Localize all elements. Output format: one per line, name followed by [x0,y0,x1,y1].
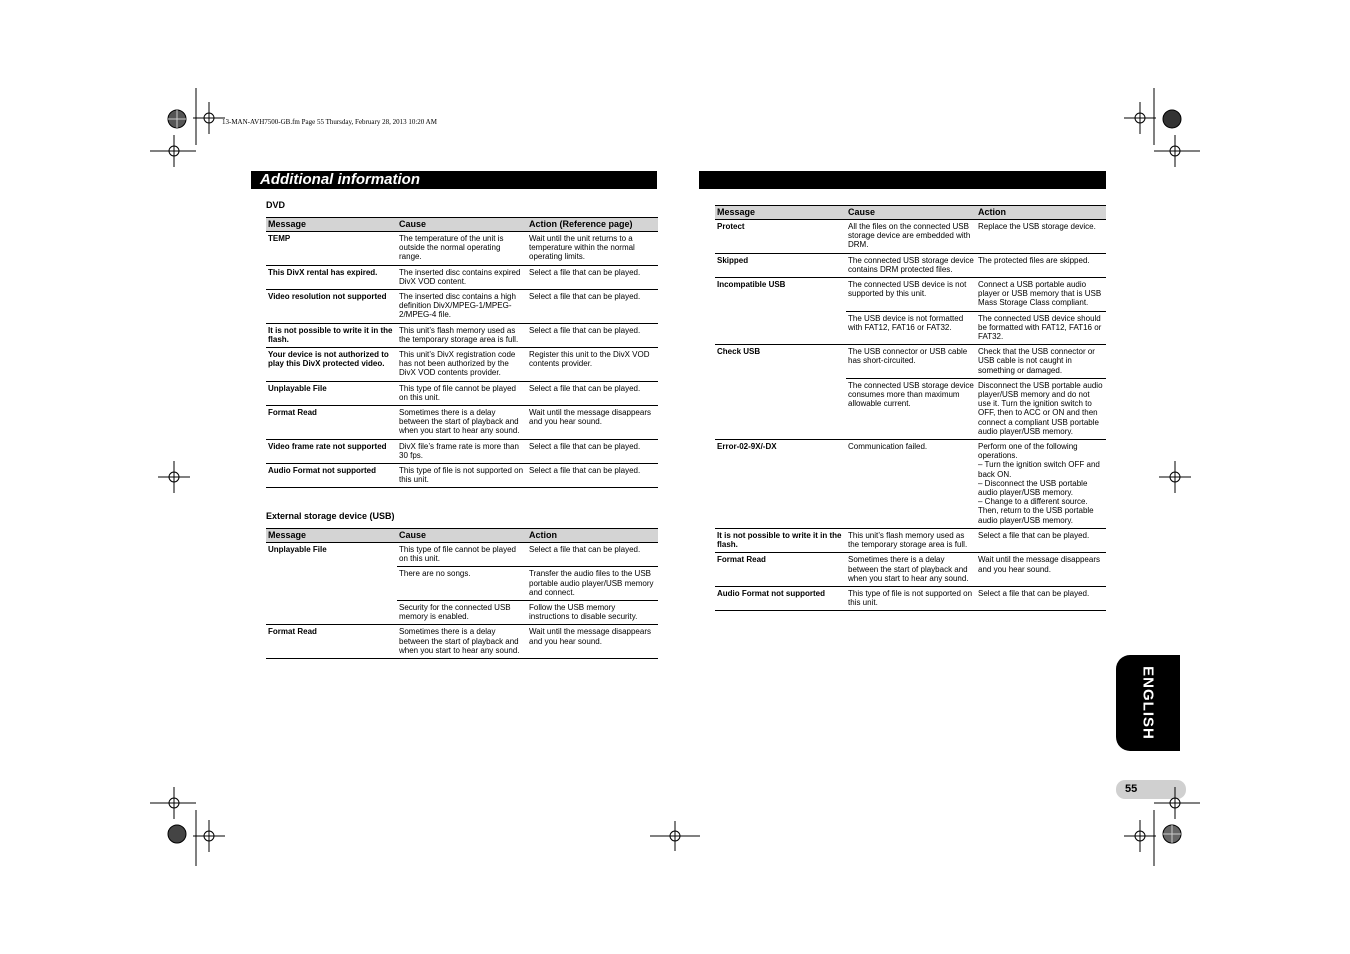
action-cell: Select a file that can be played. [527,464,658,488]
cause-cell: This unit’s DivX registration code has not been authorized by the DivX VOD contents provider. [397,348,527,382]
cause-cell: This type of file is not supported on this unit. [846,586,976,610]
column-header: Action (Reference page) [527,218,658,232]
action-cell: Wait until the message disappears and you hear sound. [976,553,1106,587]
color-bar-disc-icon [168,825,186,843]
column-header: Message [266,529,397,543]
message-cell: Format Read [266,406,397,440]
cause-cell: This type of file cannot be played on this unit. [397,381,527,405]
action-cell: Select a file that can be played. [527,323,658,347]
message-cell: It is not possible to write it in the flash. [266,323,397,347]
cause-cell: The connected USB device is not supported by this unit. [846,278,976,312]
cause-cell: The inserted disc contains a high definition DivX/MPEG-1/MPEG-2/MPEG-4 file. [397,290,527,324]
message-cell: Audio Format not supported [266,464,397,488]
registration-target-icon [193,102,225,134]
action-cell: Replace the USB storage device. [976,220,1106,254]
cause-cell: This unit’s flash memory used as the temporary storage area is full. [846,528,976,552]
registration-target-icon [158,787,190,819]
cause-cell: Communication failed. [846,440,976,529]
action-cell: Select a file that can be played. [527,290,658,324]
column-header: Message [715,206,846,220]
action-cell: Check that the USB connector or USB cable is not caught in something or damaged. [976,345,1106,379]
action-cell: The connected USB device should be formatted with FAT12, FAT16 or FAT32. [976,311,1106,345]
cause-cell: Security for the connected USB memory is enabled. [397,601,527,625]
message-cell: Format Read [266,625,397,659]
message-cell: Protect [715,220,846,254]
cause-cell: All the files on the connected USB storage device are embedded with DRM. [846,220,976,254]
cause-cell: Sometimes there is a delay between the start of playback and when you start to hear any sound. [397,625,527,659]
column-header: Action [976,206,1106,220]
action-cell: Wait until the message disappears and you hear sound. [527,625,658,659]
message-cell: Unplayable File [266,381,397,405]
registration-target-icon [193,820,225,852]
message-cell: Video resolution not supported [266,290,397,324]
message-cell: Video frame rate not supported [266,439,397,463]
column-header: Cause [397,529,527,543]
cause-cell: The inserted disc contains expired DivX VOD content. [397,265,527,289]
registration-target-icon [650,821,700,851]
message-cell: Skipped [715,253,846,277]
action-cell: Select a file that can be played. [527,381,658,405]
message-cell: Check USB [715,345,846,440]
color-bar-disc-icon [168,110,186,128]
cause-cell: The connected USB storage device consumes more than maximum allowable current. [846,378,976,439]
column-header: Message [266,218,397,232]
registration-target-icon [1124,102,1156,134]
section-title: Additional information [260,171,420,188]
cause-cell: This unit’s flash memory used as the temporary storage area is full. [397,323,527,347]
cause-cell: This type of file cannot be played on this unit. [397,543,527,567]
action-cell: Wait until the unit returns to a temperature within the normal operating limits. [527,232,658,266]
dvd-heading: DVD [266,200,286,210]
cause-cell: The USB device is not formatted with FAT12, FAT16 or FAT32. [846,311,976,345]
message-cell: Unplayable File [266,543,397,625]
message-cell: Incompatible USB [715,278,846,345]
cause-cell: Sometimes there is a delay between the start of playback and when you start to hear any sound. [397,406,527,440]
message-cell: Error-02-9X/-DX [715,440,846,529]
file-header: 13-MAN-AVH7500-GB.fm Page 55 Thursday, February 28, 2013 10:20 AM [222,118,437,126]
action-cell: Select a file that can be played. [976,528,1106,552]
action-cell: Select a file that can be played. [527,543,658,567]
message-cell: Format Read [715,553,846,587]
cause-cell: Sometimes there is a delay between the start of playback and when you start to hear any sound. [846,553,976,587]
cause-cell: The connected USB storage device contains DRM protected files. [846,253,976,277]
action-cell: Perform one of the following operations. – Turn the ignition switch OFF and back ON. – Disconnect the USB portable audio player/USB memory. – Change to a different source. Then, return to the USB portable audio player/USB memory. [976,440,1106,529]
column-header: Cause [397,218,527,232]
action-cell: The protected files are skipped. [976,253,1106,277]
registration-target-icon [158,135,190,167]
registration-target-icon [158,461,190,493]
column-header: Cause [846,206,976,220]
action-cell: Transfer the audio files to the USB portable audio player/USB memory and connect. [527,567,658,601]
page-number: 55 [1116,780,1186,799]
cause-cell: The USB connector or USB cable has short-circuited. [846,345,976,379]
registration-target-icon [1159,135,1191,167]
cause-cell: This type of file is not supported on this unit. [397,464,527,488]
registration-target-icon [1159,461,1191,493]
registration-target-icon [1124,820,1156,852]
action-cell: Disconnect the USB portable audio player/USB memory and do not use it. Turn the ignition switch to OFF, then to ACC or ON and then connect a compliant USB portable audio player/USB memory. [976,378,1106,439]
color-bar-disc-icon [1163,110,1181,128]
language-tab-label: ENGLISH [1139,666,1157,740]
action-cell: Follow the USB memory instructions to disable security. [527,601,658,625]
action-cell: Wait until the message disappears and you hear sound. [527,406,658,440]
color-bar-disc-icon [1163,825,1181,843]
action-cell: Select a file that can be played. [527,265,658,289]
cause-cell: DivX file’s frame rate is more than 30 fps. [397,439,527,463]
message-cell: Audio Format not supported [715,586,846,610]
cause-cell: There are no songs. [397,567,527,601]
usb-heading: External storage device (USB) [266,511,395,521]
registration-target-icon [1159,787,1191,819]
message-cell: Your device is not authorized to play this DivX protected video. [266,348,397,382]
cause-cell: The temperature of the unit is outside the normal operating range. [397,232,527,266]
action-cell: Select a file that can be played. [976,586,1106,610]
message-cell: This DivX rental has expired. [266,265,397,289]
action-cell: Register this unit to the DivX VOD contents provider. [527,348,658,382]
action-cell: Select a file that can be played. [527,439,658,463]
message-cell: TEMP [266,232,397,266]
message-cell: It is not possible to write it in the flash. [715,528,846,552]
action-cell: Connect a USB portable audio player or USB memory that is USB Mass Storage Class compliant. [976,278,1106,312]
column-header: Action [527,529,658,543]
